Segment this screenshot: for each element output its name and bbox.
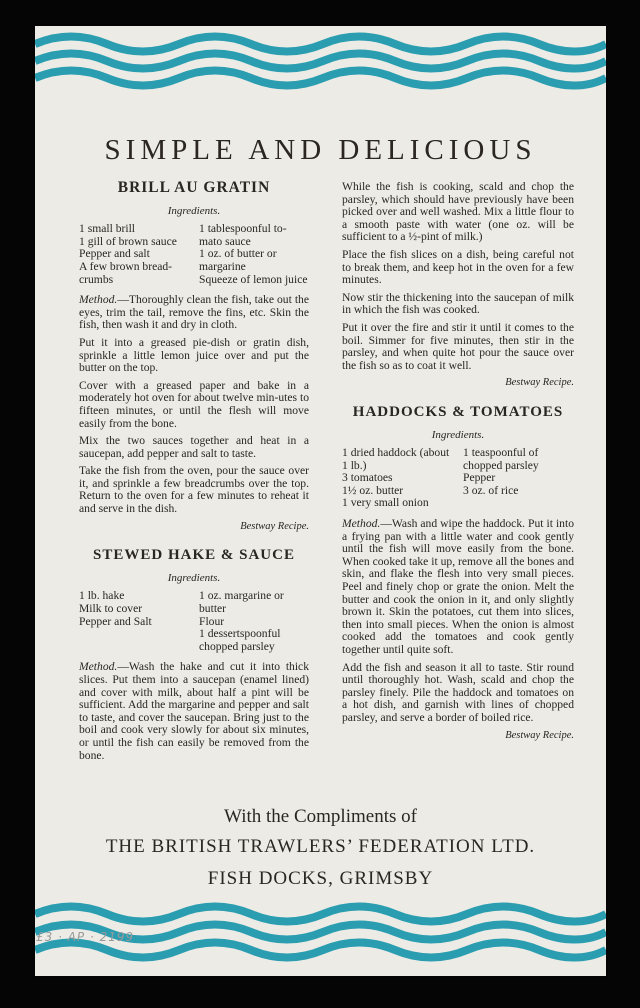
brill-continued-paragraph: While the fish is cooking, scald and chop the parsley, which should have previously have been picked over and well washed. Mix a little flour to a smooth paste with water (one oz. will be sufficient to a ½-pint of milk.)	[342, 180, 574, 244]
ingredient: 1 oz. margarine or butter	[199, 589, 284, 616]
ingredient: 1 small brill	[79, 222, 136, 236]
ingredient: Pepper	[463, 471, 496, 485]
brill-credit: Bestway Recipe.	[240, 520, 309, 532]
footer-compliments: With the Compliments of	[224, 806, 417, 827]
haddock-credit: Bestway Recipe.	[505, 729, 574, 741]
hake-heading: STEWED HAKE & SAUCE	[93, 547, 295, 564]
left-column	[79, 176, 309, 767]
ingredient: Squeeze of lemon juice	[199, 272, 308, 286]
method-label: Method.	[79, 293, 118, 307]
wave-border-top	[35, 30, 606, 92]
ingredient: A few brown bread-crumbs	[79, 259, 173, 286]
haddock-method-paragraph: Method.—Wash and wipe the haddock. Put it into a frying pan with a little water and cook gently until the fish will move easily from the bone. When cooked take it up, remove all the bones and skin, and flake the flesh into very small pieces. Peel and finely chop or grate the onion. Melt the butter and cook the onion in it, and only slightly brown it. Skin the potatoes, cut them into slices, then into small pieces. When the onion is almost cooked add the tomatoes and cook gently together until quite soft.	[342, 517, 574, 656]
brill-method-paragraph: Cover with a greased paper and bake in a moderately hot oven for about twelve min-utes to fifteen minutes, or until the flesh will move easily from the bone.	[79, 378, 309, 430]
brill-credit-right: Bestway Recipe.	[505, 377, 574, 389]
footer-address: FISH DOCKS, GRIMSBY	[207, 868, 434, 889]
brill-method-paragraph: Take the fish from the oven, pour the sauce over it, and sprinkle a few breadcrumbs over the top. Return to the oven for a few minutes to reheat it and serve in the dish.	[79, 464, 309, 516]
ingredient: Pepper and Salt	[79, 614, 152, 628]
ingredient: 3 oz. of rice	[463, 483, 519, 497]
ingredient: 1 lb. hake	[79, 589, 125, 603]
hake-ingredients	[79, 590, 309, 653]
method-label: Method.	[79, 660, 118, 674]
ingredient: Milk to cover	[79, 602, 143, 616]
brill-method-paragraph: Mix the two sauces together and heat in a saucepan, add pepper and salt to taste.	[79, 434, 309, 460]
brill-method-paragraph: Put it into a greased pie-dish or gratin dish, sprinkle a little lemon juice over and put the butter on the top.	[79, 335, 309, 375]
hake-ingredients-heading: Ingredients.	[167, 571, 221, 584]
ingredient: 3 tomatoes	[342, 471, 393, 485]
ingredient: 1 tablespoonful to-mato sauce	[199, 222, 287, 248]
right-column	[342, 181, 574, 742]
page-title: SIMPLE AND DELICIOUS	[104, 134, 537, 166]
brill-ingredients	[79, 223, 309, 286]
brill-heading: BRILL AU GRATIN	[117, 179, 271, 196]
method-label: Method.	[342, 517, 381, 531]
brill-continued-paragraph: Put it over the fire and stir it until it comes to the boil. Simmer for five minutes, then stir in the parsley, and when quite hot pour the sauce over the fish so as to coat it well.	[342, 320, 574, 372]
ingredient: 1 teaspoonful of chopped parsley	[463, 446, 539, 472]
ingredient: 1 dried haddock (about 1 lb.)	[342, 446, 450, 472]
haddock-ingredients-heading: Ingredients.	[431, 428, 485, 441]
ingredient: 1 dessertspoonful chopped parsley	[199, 627, 281, 653]
haddock-method-paragraph: Add the fish and season it all to taste. Stir round until thoroughly hot. Wash, scald and chop the parsley finely. Pile the haddock and tomatoes on a hot dish, and garnish with lines of chopped parsley, and serve a border of boiled rice.	[342, 660, 574, 724]
ingredient: 1 gill of brown sauce	[79, 234, 177, 248]
handwritten-note: £3 · AP · 2199	[36, 930, 135, 944]
footer-federation: THE BRITISH TRAWLERS’ FEDERATION LTD.	[105, 836, 536, 857]
brill-continued-paragraph: Place the fish slices on a dish, being careful not to break them, and keep hot in the oven for a few minutes.	[342, 247, 574, 287]
haddock-heading: HADDOCKS & TOMATOES	[352, 403, 564, 420]
ingredient: Pepper and salt	[79, 247, 150, 261]
ingredient: 1 oz. of butter or margarine	[199, 247, 277, 273]
ingredient: Flour	[199, 614, 225, 628]
brill-continued-paragraph: Now stir the thickening into the saucepan of milk in which the fish was cooked.	[342, 290, 574, 317]
hake-method-paragraph: Method.—Wash the hake and cut it into thick slices. Put them into a saucepan (enamel lined) and cover with milk, about half a pint will be sufficient. Add the margarine and pepper and salt to taste, and cover the saucepan. Bring just to the boil and cook very slowly for about six minutes, or until the fish can easily be removed from the bone.	[79, 660, 309, 762]
leaflet-page	[35, 26, 606, 976]
ingredient: 1 very small onion	[342, 496, 429, 510]
ingredient: 1½ oz. butter	[342, 483, 404, 497]
brill-ingredients-heading: Ingredients.	[167, 204, 221, 217]
haddock-ingredients	[342, 447, 574, 510]
brill-method-paragraph: Method.—Thoroughly clean the fish, take out the eyes, trim the tail, remove the fins, etc. Skin the fish, then wash it and dry in cloth.	[79, 293, 309, 332]
